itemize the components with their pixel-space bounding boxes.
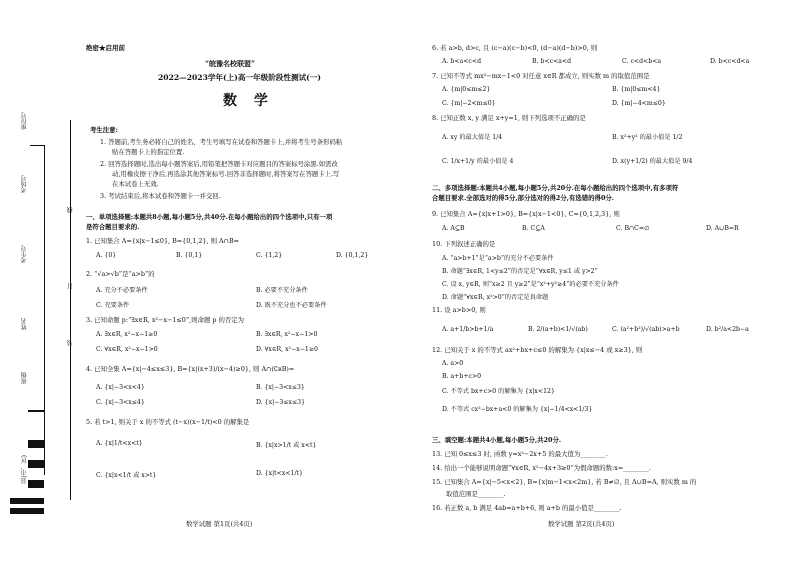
bar-2 bbox=[28, 440, 44, 448]
question-16: 16. 若正数 a, b 满足 4ab=a+b+6, 则 a+b 的最小值是________. bbox=[432, 504, 622, 512]
notice-line-6: 3. 考试结束后,将本试卷和答题卡一并交回. bbox=[100, 192, 221, 200]
question-15: 15. 已知集合 A={x|−5<x<2}, B={x|m−1<x<2m}, 若 B≠∅, 且 A∪B=A, 则实数 m 的 bbox=[432, 478, 697, 486]
section1-title: 一、单项选择题:本题共8小题,每小题5分,共40分.在每小题给出的四个选项中,只有一项 bbox=[86, 213, 333, 221]
q3-option-b[interactable]: B. ∃x∈R, x²−x−1>0 bbox=[256, 331, 318, 338]
q11-option-c[interactable]: C. (a²+b²)/√(ab)>a+b bbox=[612, 326, 680, 333]
q6-option-a[interactable]: A. b<a<c<d bbox=[442, 58, 482, 65]
secret-mark: 绝密★启用前 bbox=[86, 44, 125, 52]
section2-title-2: 合题目要求.全部选对的得5分,部分选对的得2分,有选错的得0分. bbox=[432, 194, 615, 202]
q1-option-c[interactable]: C. {1,2} bbox=[256, 252, 283, 259]
q9-option-c[interactable]: C. B∩C=∅ bbox=[616, 225, 650, 232]
q5-option-c[interactable]: C. {x|x<1/t 或 x>t} bbox=[96, 472, 157, 479]
q10-option-a[interactable]: A. “a>b+1”是“a>b”的充分不必要条件 bbox=[442, 255, 554, 262]
section2-title: 二、多项选择题:本题共4小题,每小题5分,共20分.在每小题给出的四个选项中,有多项符 bbox=[432, 184, 679, 192]
q8-option-d[interactable]: D. x(y+1/2) 的最大值是 9/4 bbox=[612, 158, 693, 165]
seat-label: 座位号 bbox=[21, 112, 28, 130]
bar-3 bbox=[28, 460, 44, 468]
question-1-stem: 1. 已知集合 A={x|x−1≤0}, B={0,1,2}, 则 A∩B= bbox=[86, 237, 240, 245]
q4-option-c[interactable]: C. {x|−3<x≤4} bbox=[96, 399, 145, 406]
binding-line-inner bbox=[70, 120, 71, 500]
q11-option-a[interactable]: A. a+1/b>b+1/a bbox=[442, 326, 494, 333]
county-label: 县(市、区) bbox=[21, 455, 28, 484]
q4-option-d[interactable]: D. {x|−3≤x≤3} bbox=[256, 399, 306, 406]
q7-option-d[interactable]: D. {m|−4<m≤0} bbox=[612, 100, 666, 107]
binding-line-outer bbox=[44, 145, 45, 475]
q8-option-c[interactable]: C. 1/x+1/y 的最小值是 4 bbox=[442, 158, 514, 165]
question-13: 13. 已知 0≤x≤3 时, 函数 y=x²−2x+5 的最大值为________. bbox=[432, 450, 608, 458]
section3-title: 三、填空题:本题共4小题,每小题5分,共20分. bbox=[432, 436, 562, 444]
q3-option-a[interactable]: A. ∃x∈R, x²−x−1≥0 bbox=[96, 331, 158, 338]
question-10-stem: 10. 下列叙述正确的是 bbox=[432, 240, 496, 248]
q11-option-d[interactable]: D. b²/a<2b−a bbox=[706, 326, 749, 333]
q9-option-b[interactable]: B. C⊆A bbox=[522, 225, 545, 232]
question-4-stem: 4. 已知全集 A={x|−4≤x≤3}, B={x|(x+3)/(x−4)≥0}, 则 A∩(∁ʀB)= bbox=[86, 365, 295, 373]
seat-box bbox=[30, 105, 44, 146]
bar-6 bbox=[10, 508, 44, 514]
q10-option-c[interactable]: C. 设 x, y∈R, 则“x≥2 且 y≥2”是“x²+y²≥4”的必要不充分条件 bbox=[442, 281, 619, 288]
q11-option-b[interactable]: B. 2/(a+b)<1/√(ab) bbox=[528, 326, 588, 333]
notice-line-2: 贴在答题卡上的指定位置. bbox=[112, 148, 185, 156]
q4-option-b[interactable]: B. {x|−3<x≤3} bbox=[256, 384, 305, 391]
bar-1 bbox=[28, 410, 44, 412]
q3-option-d[interactable]: D. ∀x∈R, x²−x−1≥0 bbox=[256, 346, 318, 353]
q12-option-c[interactable]: C. 不等式 bx+c>0 的解集为 {x|x<12} bbox=[442, 388, 555, 395]
bar-5 bbox=[10, 498, 44, 504]
class-label: 班级 bbox=[21, 372, 28, 384]
exam-no-label: 考场号 bbox=[21, 175, 28, 193]
q2-option-a[interactable]: A. 充分不必要条件 bbox=[96, 287, 148, 294]
q6-option-c[interactable]: C. c<d<b<a bbox=[622, 58, 662, 65]
q5-option-a[interactable]: A. {x|1/t<x<t} bbox=[96, 440, 143, 447]
question-5-stem: 5. 若 t>1, 则关于 x 的不等式 (t−x)(x−1/t)<0 的解集是 bbox=[86, 418, 250, 426]
bind-text: 装 bbox=[67, 340, 74, 346]
notice-line-5: 在本试卷上无效. bbox=[112, 180, 159, 188]
bar-4 bbox=[28, 480, 44, 488]
q1-option-b[interactable]: B. {0,1} bbox=[176, 252, 203, 259]
q6-option-d[interactable]: D. b<c<d<a bbox=[710, 58, 750, 65]
question-6-stem: 6. 若 a>b, d>c, 且 (c−a)(c−b)<0, (d−a)(d−b)>0, 则 bbox=[432, 44, 598, 52]
q8-option-a[interactable]: A. xy 的最大值是 1/4 bbox=[442, 134, 503, 141]
question-11-stem: 11. 设 a>b>0, 则 bbox=[432, 306, 486, 314]
union-title: “皖豫名校联盟” bbox=[205, 59, 256, 68]
section1-title-2: 是符合题目要求的. bbox=[86, 223, 140, 231]
notice-title: 考生注意: bbox=[90, 126, 118, 134]
q3-option-c[interactable]: C. ∀x∈R, x²−x−1>0 bbox=[96, 346, 158, 353]
q2-option-c[interactable]: C. 充要条件 bbox=[96, 302, 130, 309]
q8-option-b[interactable]: B. x²+y² 的最小值是 1/2 bbox=[612, 134, 683, 141]
q4-option-a[interactable]: A. {x|−3<x<4} bbox=[96, 384, 145, 391]
question-15-cont: 取值范围是________. bbox=[446, 490, 506, 498]
q9-option-d[interactable]: D. A∪B=R bbox=[706, 225, 739, 232]
question-3-stem: 3. 已知命题 p:“∃x∈R, x²−x−1≤0”,则命题 p 的否定为 bbox=[86, 316, 245, 324]
q12-option-a[interactable]: A. a>0 bbox=[442, 360, 464, 367]
question-2-stem: 2. “√a>√b”是“a>b”的 bbox=[86, 270, 155, 278]
q7-option-a[interactable]: A. {m|0≤m≤2} bbox=[442, 86, 491, 93]
q12-option-b[interactable]: B. a+b+c>0 bbox=[442, 373, 482, 380]
student-no-label: 考生号 bbox=[21, 245, 28, 263]
q12-option-d[interactable]: D. 不等式 cx²−bx+a<0 的解集为 {x|−1/4<x<1/3} bbox=[442, 406, 593, 413]
staple-text: 订 bbox=[67, 283, 74, 289]
q2-option-d[interactable]: D. 既不充分也不必要条件 bbox=[256, 302, 327, 309]
q5-option-d[interactable]: D. {x|t<x<1/t} bbox=[256, 470, 303, 477]
question-8-stem: 8. 已知正数 x, y 满足 x+y=1, 则下列选项不正确的是 bbox=[432, 114, 586, 122]
q6-option-b[interactable]: B. b<c<a<d bbox=[532, 58, 572, 65]
q9-option-a[interactable]: A. A⊆B bbox=[442, 225, 465, 232]
q1-option-d[interactable]: D. {0,1,2} bbox=[336, 252, 369, 259]
question-9-stem: 9. 已知集合 A={x|x+1>0}, B={x|x−1<0}, C={0,1,2,3}, 则 bbox=[432, 210, 620, 218]
question-7-stem: 7. 已知不等式 mx²−mx−1<0 对任意 x∈R 都成立, 则实数 m 的取值范围是 bbox=[432, 72, 650, 80]
question-14: 14. 给出一个能够说明命题“∀x∈R, x²−4x+3≥0”为假命题的数:x=________. bbox=[432, 464, 651, 472]
exam-title: 2022—2023学年(上)高一年级阶段性测试(一) bbox=[158, 73, 321, 82]
notice-line-1: 1. 答题前,考生务必将自己的姓名、考生号填写在试卷和答题卡上,并将考生号条形码粘 bbox=[100, 138, 343, 146]
q7-option-b[interactable]: B. {m|0≤m<4} bbox=[612, 86, 661, 93]
name-label: 姓名 bbox=[21, 318, 28, 330]
q10-option-d[interactable]: D. 命题“∀x∈R, x²>0”的否定是真命题 bbox=[442, 294, 549, 301]
q5-option-b[interactable]: B. {x|x>1/t 或 x<t} bbox=[256, 442, 317, 449]
q7-option-c[interactable]: C. {m|−2<m≤0} bbox=[442, 100, 496, 107]
footer-left: 数学试题 第1页(共4页) bbox=[186, 520, 253, 528]
notice-line-4: 动,用橡皮擦干净后,再选涂其他答案标号.回答非选择题时,将答案写在答题卡上.写 bbox=[112, 170, 340, 178]
notice-line-3: 2. 回答选择题时,选出每小题答案后,用铅笔把答题卡对应题目的答案标号涂黑.如需改 bbox=[100, 160, 338, 168]
q10-option-b[interactable]: B. 命题“∃x∈R, 1<y≤2”的否定是“∀x∈R, y≤1 或 y>2” bbox=[442, 268, 598, 275]
q1-option-a[interactable]: A. {0} bbox=[96, 252, 117, 259]
question-12-stem: 12. 已知关于 x 的不等式 ax²+bx+c≤0 的解集为 {x|x≤−4 或 x≥3}, 则 bbox=[432, 346, 643, 354]
footer-right: 数学试题 第2页(共4页) bbox=[548, 520, 615, 528]
cut-line-text: 线 bbox=[67, 207, 74, 213]
subject-title: 数 学 bbox=[223, 93, 274, 109]
q2-option-b[interactable]: B. 必要不充分条件 bbox=[256, 287, 308, 294]
